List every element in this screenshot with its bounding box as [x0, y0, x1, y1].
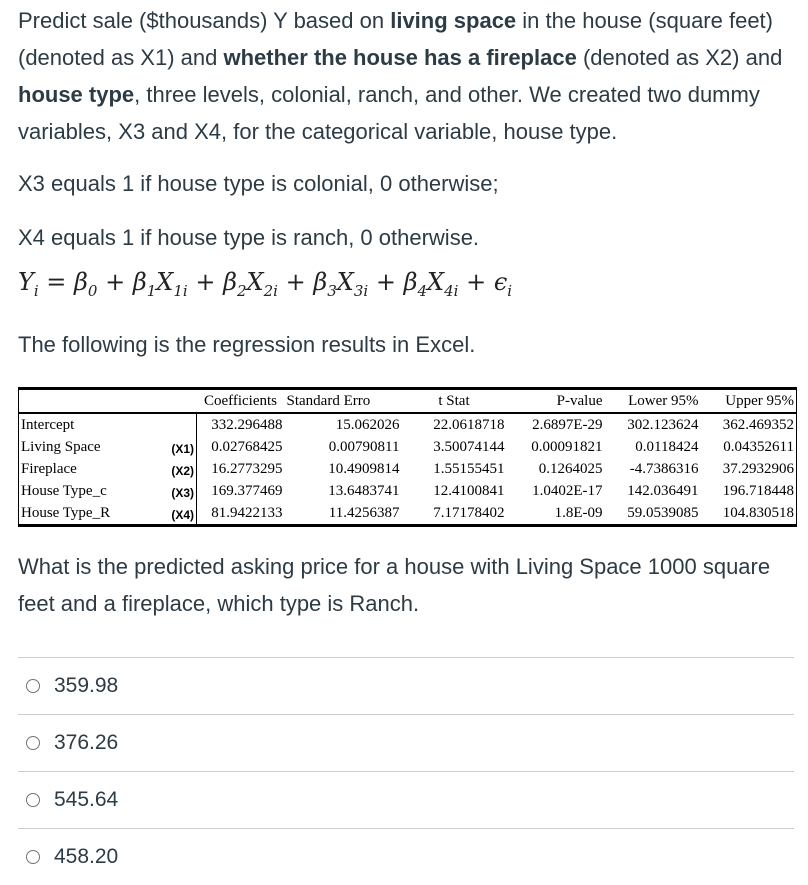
variable-tag: (X3) — [171, 485, 194, 500]
answer-options — [18, 657, 794, 885]
radio-button[interactable] — [26, 736, 40, 750]
table-corner-cell — [19, 389, 197, 414]
table-cell: 13.6483741 — [328, 482, 400, 499]
table-cell: 104.830518 — [701, 502, 797, 526]
table-cell: 0.1264025 — [538, 460, 603, 477]
option-label: 545.64 — [54, 788, 119, 811]
option-label: 376.26 — [54, 731, 119, 754]
radio-button[interactable] — [26, 850, 40, 864]
table-cell: 169.377469 — [211, 482, 283, 499]
table-row — [19, 413, 797, 436]
x3-definition: X3 equals 1 if house type is colonial, 0 otherwise; — [18, 171, 499, 196]
table-row — [19, 480, 797, 502]
table-header-row — [19, 389, 797, 414]
row-label: Intercept — [19, 413, 197, 436]
table-row — [19, 502, 797, 526]
table-cell: 196.718448 — [701, 480, 797, 502]
radio-button[interactable] — [26, 793, 40, 807]
column-header: t Stat — [438, 392, 470, 409]
table-cell: 59.0539085 — [627, 504, 699, 521]
variable-tag: (X2) — [171, 463, 194, 478]
table-cell: 22.0618718 — [433, 416, 505, 433]
regression-equation: $Y_i = \beta_0 + \beta_1X_{1i} + \beta_2X_{2i} + \beta_3X_{3i} + \beta_4X_{4i} + \epsilon_i$ — [18, 268, 513, 300]
table-cell: -4.7386316 — [629, 460, 699, 477]
row-label: House Type_R (X4) — [19, 502, 197, 526]
table-cell: 7.17178402 — [433, 504, 505, 521]
table-cell: 3.50074144 — [433, 438, 505, 455]
answer-option[interactable] — [18, 714, 794, 771]
table-cell: 81.9422133 — [211, 504, 283, 521]
table-cell: 142.036491 — [627, 482, 699, 499]
table-cell: 302.123624 — [627, 416, 699, 433]
regression-table — [18, 387, 797, 527]
x4-definition: X4 equals 1 if house type is ranch, 0 otherwise. — [18, 225, 480, 250]
table-cell: 2.6897E-29 — [532, 416, 603, 433]
question-prompt: What is the predicted asking price for a house with Living Space 1000 square feet and a fireplace, which type is Ranch. — [18, 554, 771, 616]
column-header: P-value — [556, 392, 603, 409]
variable-tag: (X1) — [171, 441, 194, 456]
option-label: 359.98 — [54, 674, 119, 697]
option-label: 458.20 — [54, 845, 119, 868]
row-label: House Type_c (X3) — [19, 480, 197, 502]
table-cell: 0.00091821 — [531, 438, 603, 455]
table-cell: 362.469352 — [701, 413, 797, 436]
row-label: Fireplace (X2) — [19, 458, 197, 480]
table-cell: 37.2932906 — [701, 458, 797, 480]
variable-tag: (X4) — [171, 507, 194, 522]
table-cell: 1.0402E-17 — [532, 482, 603, 499]
answer-option[interactable] — [18, 828, 794, 885]
radio-button[interactable] — [26, 679, 40, 693]
table-cell: 0.0118424 — [635, 438, 699, 455]
column-header: Lower 95% — [628, 392, 699, 409]
table-cell: 11.4256387 — [328, 504, 400, 521]
table-cell: 16.2773295 — [211, 460, 283, 477]
table-cell: 12.4100841 — [433, 482, 505, 499]
table-cell: 1.8E-09 — [554, 504, 603, 521]
table-cell: 1.55155451 — [433, 460, 505, 477]
column-header: Upper 95% — [701, 389, 797, 414]
table-cell: 0.02768425 — [211, 438, 283, 455]
answer-option[interactable] — [18, 657, 794, 714]
answer-option[interactable] — [18, 771, 794, 828]
excel-intro: The following is the regression results in Excel. — [18, 332, 476, 357]
table-cell: 15.062026 — [335, 416, 400, 433]
row-label: Living Space (X1) — [19, 436, 197, 458]
table-row — [19, 436, 797, 458]
table-cell: 0.04352611 — [701, 436, 797, 458]
table-cell: 0.00790811 — [328, 438, 400, 455]
column-header: Standard Erro — [286, 392, 371, 409]
table-cell: 10.4909814 — [328, 460, 400, 477]
table-cell: 332.296488 — [211, 416, 283, 433]
table-row — [19, 458, 797, 480]
question-intro: Predict sale ($thousands) Y based on living space in the house (square feet) (denoted as X1) and whether the house has a fireplace (denoted as X2) and house type, three levels, colonial, ranch, and other. We created two dummy variables, X3 and X4, for the categorical variable, house type. — [18, 8, 783, 144]
column-header: Coefficients — [203, 392, 278, 409]
